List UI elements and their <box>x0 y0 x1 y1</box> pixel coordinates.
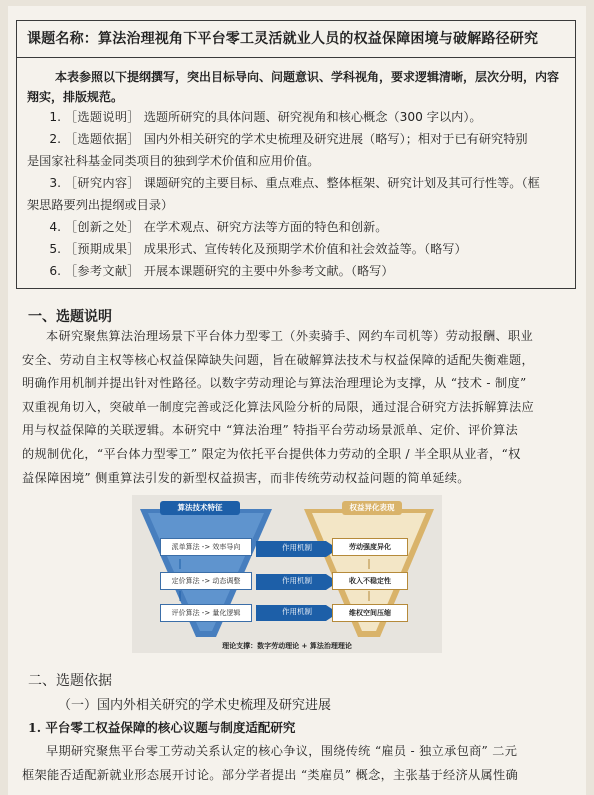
guideline-item: 是国家社科基金同类项目的独到学术价值和应用价值。 <box>27 154 320 168</box>
mid-label-1: 作用机制 <box>282 543 312 552</box>
left-header: 算法技术特征 <box>160 501 240 515</box>
right-row-3: 维权空间压缩 <box>332 604 408 622</box>
left-row-3: 评价算法 -> 量化逻辑 <box>160 604 252 622</box>
project-title: 课题名称：算法治理视角下平台零工灵活就业人员的权益保障困境与破解路径研究 <box>16 20 576 58</box>
guideline-item: 1. ［选题说明］ 选题所研究的具体问题、研究视角和核心概念（300 字以内）。 <box>49 110 482 124</box>
document-page <box>8 6 586 795</box>
guideline-item: 5. ［预期成果］ 成果形式、宣传转化及预期学术价值和社会效益等。（略写） <box>49 242 467 256</box>
mid-label-2: 作用机制 <box>282 576 312 585</box>
left-row-2: 定价算法 -> 动态调整 <box>160 572 252 590</box>
section-heading: 二、选题依据 <box>28 673 112 689</box>
guideline-item: 3. ［研究内容］ 课题研究的主要目标、重点难点、整体框架、研究计划及其可行性等。（框 <box>49 176 540 190</box>
subsection-heading: （一）国内外相关研究的学术史梳理及研究进展 <box>58 698 332 713</box>
mechanism-diagram <box>132 495 442 653</box>
mid-label-3: 作用机制 <box>282 607 312 616</box>
guideline-box <box>16 57 576 289</box>
section-heading: 一、选题说明 <box>28 309 112 325</box>
right-row-2: 收入不稳定性 <box>332 572 408 590</box>
subsubsection-heading: 1. 平台零工权益保障的核心议题与制度适配研究 <box>28 720 296 735</box>
guideline-intro: 本表参照以下提纲撰写，突出目标导向、问题意识、学科视角，要求逻辑清晰，层次分明，内容翔实，排版规范。 <box>27 70 560 104</box>
right-header: 权益异化表现 <box>342 501 402 515</box>
section2-paragraph: 早期研究聚焦平台零工劳动关系认定的核心争议，围绕传统 “雇员 - 独立承包商” 二元 框架能否适配新就业形态展开讨论。部分学者提出 “类雇员” 概念，主张基于经济从属性确 <box>22 744 518 782</box>
guideline-item: 架思路要列出提纲或目录） <box>27 198 174 212</box>
guideline-item: 6. ［参考文献］ 开展本课题研究的主要中外参考文献。（略写） <box>49 264 394 278</box>
section1-paragraph: 本研究聚焦算法治理场景下平台体力型零工（外卖骑手、网约车司机等）劳动报酬、职业 安全、劳动自主权等核心权益保障缺失问题，旨在破解算法技术与权益保障的适配失衡难题， 明确作用机制并提出针对性路径。以数字劳动理论与算法治理理论为支撑，从 “技术 - 制度” 双重视角切入，突破单一制度完善或泛化算法风险分析的局限，通过混合研究方法拆解算法应 用与权益保障的关联逻辑。本研究中 “算法治理” 特指平台劳动场景派单、定价、评价算法 的规制优化，“平台体力型零工” 限定为依托平台提供体力劳动的全职 / 半全职从业者，“权 益保障困境” 侧重算法引发的新型权益损害，而非传统劳动权益问题的简单延续。 <box>22 329 534 485</box>
right-row-1: 劳动强度异化 <box>332 538 408 556</box>
left-row-1: 派单算法 -> 效率导向 <box>160 538 252 556</box>
diagram-footer: 理论支撑：数字劳动理论 + 算法治理理论 <box>222 642 352 650</box>
guideline-item: 4. ［创新之处］ 在学术观点、研究方法等方面的特色和创新。 <box>49 220 388 234</box>
guideline-item: 2. ［选题依据］ 国内外相关研究的学术史梳理及研究进展（略写）；相对于已有研究特别 <box>49 132 528 146</box>
